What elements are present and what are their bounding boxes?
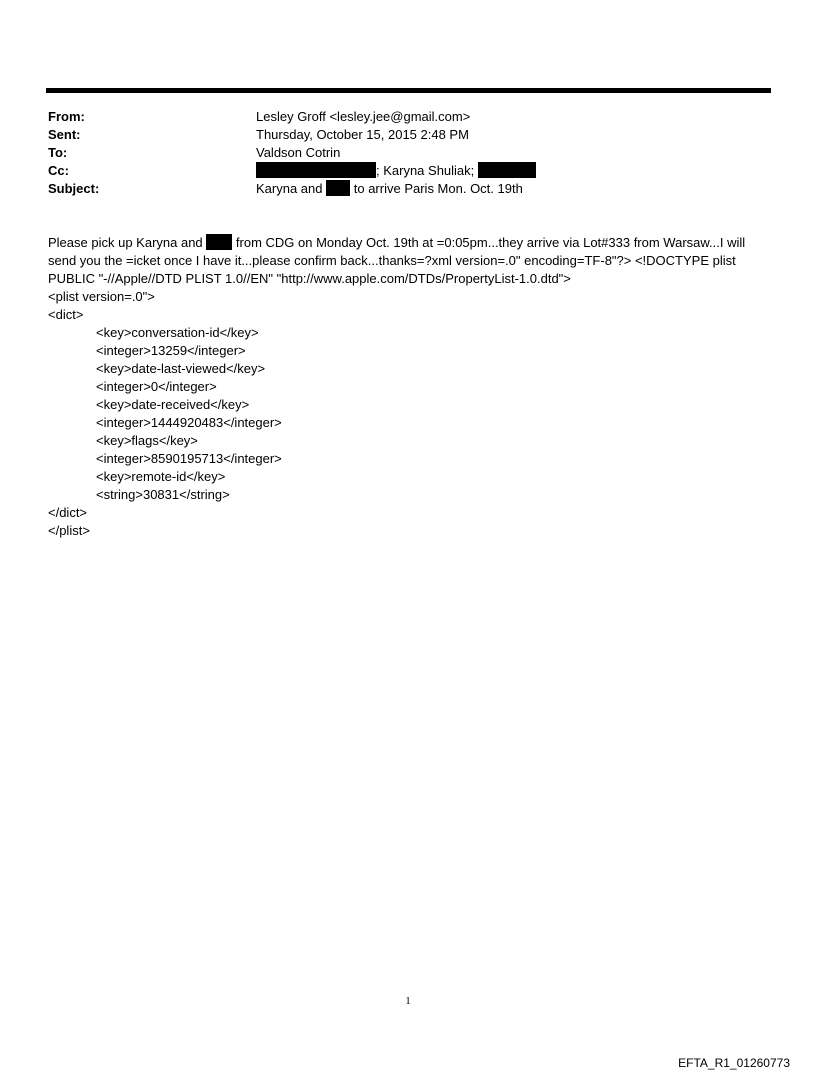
email-body	[48, 234, 774, 540]
cc-value	[256, 162, 536, 180]
body-text-segment: Please pick up Karyna and	[48, 235, 203, 250]
plist-entry: <string>30831</string>	[96, 487, 230, 502]
page-number: 1	[405, 995, 411, 1007]
sent-value: Thursday, October 15, 2015 2:48 PM	[256, 127, 469, 142]
plist-entry: <integer>0</integer>	[96, 379, 217, 394]
plist-entry: <integer>13259</integer>	[96, 343, 246, 358]
plist-entry: <key>conversation-id</key>	[96, 325, 259, 340]
redaction-block	[206, 234, 232, 250]
from-value: Lesley Groff <lesley.jee@gmail.com>	[256, 109, 471, 124]
body-text-segment: from CDG on Monday Oct. 19th at =0:05pm...they arrive via Lot#333 from Warsaw...I will	[235, 235, 746, 250]
from-label: From:	[48, 109, 85, 124]
dict-close: </dict>	[48, 505, 88, 520]
subject-text-end: to arrive Paris Mon. Oct. 19th	[353, 181, 523, 196]
subject-label: Subject:	[48, 181, 100, 196]
plist-entry: <integer>8590195713</integer>	[96, 451, 282, 466]
header-divider	[46, 88, 771, 93]
plist-entry: <key>remote-id</key>	[96, 469, 226, 484]
body-line: send you the =icket once I have it...please confirm back...thanks=?xml version=.0" encoding=TF-8"?> <!DOCTYPE plist	[48, 253, 736, 268]
plist-open: <plist version=.0">	[48, 289, 155, 304]
to-value: Valdson Cotrin	[256, 145, 341, 160]
dict-open: <dict>	[48, 307, 84, 322]
redaction-block	[256, 162, 376, 178]
to-label: To:	[48, 145, 68, 160]
redaction-block	[326, 180, 350, 196]
bates-number: EFTA_R1_01260773	[678, 1056, 790, 1070]
sent-label: Sent:	[48, 127, 81, 142]
redaction-block	[478, 162, 536, 178]
plist-entry: <key>flags</key>	[96, 433, 198, 448]
body-line: PUBLIC "-//Apple//DTD PLIST 1.0//EN" "http://www.apple.com/DTDs/PropertyList-1.0.dtd">	[48, 271, 571, 286]
subject-text-start: Karyna and	[256, 181, 323, 196]
cc-label: Cc:	[48, 163, 69, 178]
plist-entry: <key>date-received</key>	[96, 397, 250, 412]
plist-entry: <integer>1444920483</integer>	[96, 415, 282, 430]
body-line	[48, 234, 774, 252]
cc-value-text: ; Karyna Shuliak;	[376, 163, 475, 178]
plist-close: </plist>	[48, 523, 90, 538]
subject-value	[256, 180, 523, 198]
plist-entry: <key>date-last-viewed</key>	[96, 361, 266, 376]
